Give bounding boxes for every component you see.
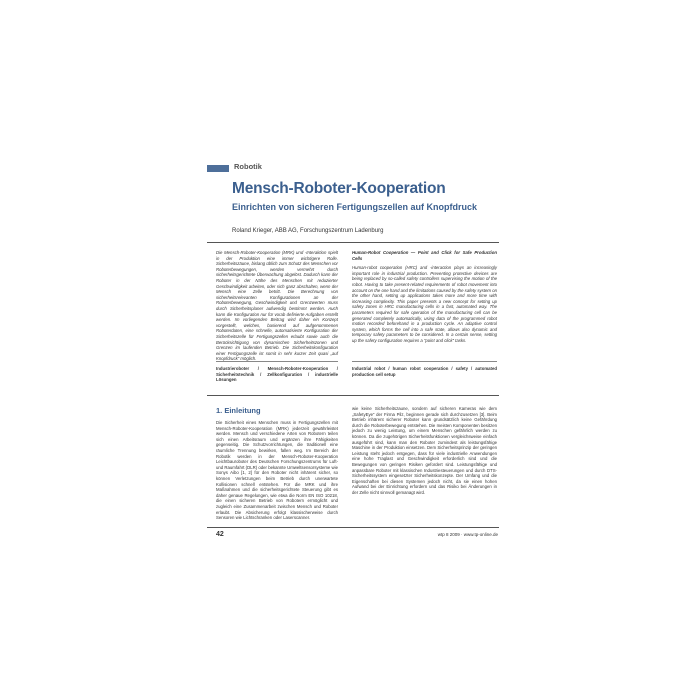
section-rule	[207, 395, 499, 396]
keywords-english: Industrial robot / human robot cooperation / safety / automated production cell setup	[352, 366, 497, 377]
section-heading: 1. Einleitung	[216, 406, 261, 415]
journal-footer: wtp 8 2009 · www.tp-online.de	[437, 532, 498, 537]
top-rule	[207, 242, 499, 243]
keywords-rule-left	[216, 361, 338, 362]
abstract-german-text: Die Mensch-Roboter-Kooperation (MRK) und -Interaktion spielt in der Produktion eine immer wichtigere Rolle. Sicherheitszäune, bislang üblich zum Schutz des Menschen vor Roboterbewegungen, werden vermehrt durch sicherheitsgerichtete Überwachung abgelöst. Dadurch kann der Roboter in der Nähe des Menschen mit reduzierter Geschwindigkeit arbeiten, oder sich ganz abschalten, wenn der Mensch eine Zelle betritt. Die Berechnung von sicherheitsrelevanten Konfigurationen an der Roboterbewegung, Geschwindigkeit und Grenzwerten muss durch Sicherheitsplaner aufwendig bestimmt werden. Auch kann die Konfiguration nur für vorab definierte Aufgaben erstellt werden. Im vorliegenden Beitrag wird daher ein Konzept vorgestellt, welches, basierend auf aufgenommenen Roboterdaten, eine schnelle, automatisierte Konfiguration der Sicherheitszelle für Fertigungszellen erlaubt sowie auch die Berücksichtigung von dynamischen Sicherheitszonen und Grenzen im laufenden Betrieb. Die Sicherheitskonfiguration einer Fertigungszelle ist somit in sehr kurzer Zeit quasi „auf Knopfdruck“ möglich.	[216, 250, 338, 362]
keywords-german: Industrieroboter / Mensch-Roboter-Kooperation / Sicherheitstechnik / Zellkonfiguration / industrielle Lösungen	[216, 366, 338, 383]
page-number: 42	[216, 531, 224, 538]
category-label: Robotik	[234, 162, 262, 171]
abstract-english-text: Human-robot cooperation (HRC) and -interaction plays an increasingly important role in industrial production. Preventing protective devices are being replaced by so-called safety controllers supervising the motion of the robot. Having to take present-related requirements of robot movement into account on the one hand and the limitations caused by the safety system on the other hand, setting up applications takes more and more time with increasing complexity. This paper presents a new concept for setting up safety zones in HRC manufacturing cells in a fast, automated way. The parameters required for safe operation of the manufacturing cell can be generated completely automatically, using data of the programmed robot motion recorded beforehand in a production cycle. An adaptive control system, which forms the cell into a safe state, allows also dynamic and temporary safety parameters to be considered. In a certain sense, setting up the safety configuration requires a “point and click” tasks.	[352, 265, 497, 343]
keywords-rule-right	[352, 361, 497, 362]
abstract-english	[352, 250, 497, 344]
article-subtitle: Einrichten von sicheren Fertigungszellen auf Knopfdruck	[232, 202, 478, 212]
abstract-german	[216, 250, 338, 362]
body-right-text: wie keine Sicherheitszaune, sondern auf sicheren Kameras wie dem „SafetyEye“ der Firma Pilz, beginnen gerade sich durchzusetzen [3]. Beim Betrieb inhärent sicherer Roboter kann grundsätzlich keine Gefährdung durch die Roboterbewegung entstehen. Die meisten Komponenten besitzen jedoch zu wenig Leistung, um einem Menschen gefährlich werden zu können. Da die zugehörigen Sicherheitsfunktionen vergleichsweise einfach ausgeführt sind, kann man den Roboter zumindest als leistungsfähige Maschine in der Produktion einsetzen. Dem Sicherheitsprinzip der geringen Leistung steht jedoch entgegen, dass für viele industrielle Anwendungen eine hohe Traglast und Geschwindigkeit erforderlich sind und die Bewegungen von geringen Risiken gefordert sind. Leistungsfähige und anpassbare Roboter mit klassischen Industriesteuerungen und durch DTS-Sicherheitssystem eingesetzter Sicherheitskonzepte. Der Umfang und die Eigenschaften bei diesen Systemen jedoch nicht, da sie einen hohen Aufwand bei der Einrichtung erfordern und das Risiko bei Änderungen in der Zelle nicht sinnvoll gemanagt wird.	[352, 406, 497, 495]
body-column-right	[352, 406, 497, 496]
category-bar	[207, 165, 229, 172]
body-left-text: Die Sicherheit eines Menschen muss in Fertigungszellen mit Mensch-Roboter-Kooperation (MRK) jederzeit gewährleistet werden. Mensch und verschiedene Arten von Robotern teilen sich einen Arbeitsraum und ergänzen ihre Fähigkeiten gegenseitig. Die Schutzvorrichtungen, die traditionell eine räumliche Trennung bewirken, fallen weg. Im Bereich der Robotik werden in der Mensch-Roboter-Kooperation Leichtbauroboter des Deutschen Forschungszentrums für Luft- und Raumfahrt (DLR) oder bekannte Umweltsensorsysteme wie Sonys Aibo [1, 2] für den Roboter nicht inhärent sicher, so können Verletzungen beim Betrieb durch unerwartete Kollisionen schnell entstehen. Für die MRK und ihre Maßnahmen und die sicherheitsgerichtete Steuerung gibt es daher genaue Regelungen, wie etwa die Norm EN ISO 10218, die einen sicheren Betrieb von Robotern ermöglicht und zugleich eine Zusammenarbeit zwischen Mensch und Roboter erlaubt. Die Absicherung erfolgt klassischerweise durch Sensoren wie Lichtschranken oder Laserscanner.	[216, 420, 338, 521]
footer-rule	[207, 527, 499, 528]
author-line: Roland Krieger, ABB AG, Forschungszentrum Ladenburg	[232, 228, 384, 234]
article-title: Mensch-Roboter-Kooperation	[232, 180, 446, 197]
abstract-english-title: Human-Robot Cooperation — Point and Click for Safe Production Cells	[352, 250, 497, 261]
body-column-left	[216, 420, 338, 521]
